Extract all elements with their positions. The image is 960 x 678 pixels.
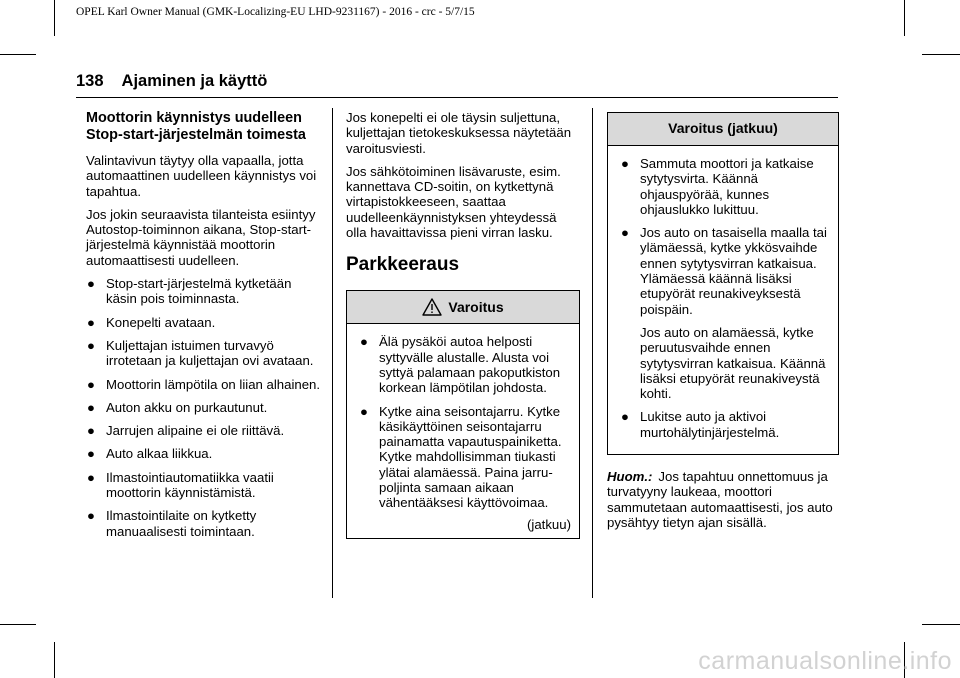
bullet-icon: ●	[87, 314, 95, 330]
bullet-icon: ●	[621, 409, 629, 425]
column-divider	[592, 108, 593, 598]
page-header	[76, 72, 838, 91]
page-number: 138	[76, 72, 104, 90]
section-title-restart: Moottorin käynnistys uudelleen Stop-start-järjestelmän toimesta	[86, 110, 306, 143]
warning-header	[347, 291, 579, 324]
bullet-icon: ●	[360, 403, 368, 419]
column-divider	[332, 108, 333, 598]
continued-label: (jatkuu)	[527, 516, 571, 532]
paragraph: Jos sähkötoiminen lisävaruste, esim. kannettava CD-soitin, on kytkettynä virtapistokkeeseen, saattaa uudelleenkäynnistyksen yhteydessä olla havaittavissa pieni virran lasku.	[346, 163, 561, 241]
warning-header	[608, 113, 838, 146]
warning-triangle-icon	[422, 298, 442, 316]
section-heading-parking: Parkkeeraus	[346, 254, 460, 276]
bullet-icon: ●	[87, 276, 95, 292]
list-item: ● Lukitse auto ja aktivoi murtohälytinjärjestelmä.	[621, 409, 780, 440]
column-1	[86, 110, 322, 547]
watermark: carmanualsonline.info	[698, 647, 952, 675]
list-item: ● Ilmastointiautomatiikka vaatii moottorin käynnistämistä.	[87, 469, 274, 501]
list-item: ● Sammuta moottori ja katkaise sytytysvirta. Käännä ohjauspyörää, kunnes ohjauslukko lukittuu.	[621, 156, 814, 217]
crop-mark	[54, 0, 55, 36]
warning-list	[620, 409, 830, 440]
crop-mark	[904, 0, 905, 36]
warning-title: Varoitus (jatkuu)	[668, 120, 778, 137]
list-item: ● Ilmastointilaite on kytketty manuaalisesti toimintaan.	[87, 508, 257, 539]
bullet-icon: ●	[87, 423, 95, 439]
restart-conditions-list	[86, 276, 322, 539]
crop-mark	[54, 642, 55, 678]
list-item: ● Stop-start-järjestelmä kytketään käsin pois toiminnasta.	[87, 276, 292, 307]
bullet-icon: ●	[621, 156, 629, 171]
list-item: ● Auto alkaa liikkua.	[87, 446, 213, 462]
list-item: ● Kytke aina seisontajarru. Kytke käsikäyttöinen seisontajarru painamatta vapautuspainiketta. Kytke mahdollisimman tiukasti ylätai alamäessä. Paina jarrupoljinta samaan aikaan vähentääksesi käyttövoimaa.	[360, 403, 562, 511]
bullet-icon: ●	[87, 376, 95, 392]
bullet-icon: ●	[87, 337, 95, 353]
bullet-icon: ●	[87, 508, 95, 524]
paragraph: Jos konepelti ei ole täysin suljettuna, kuljettajan tietokeskuksessa näytetään varoitusviesti.	[346, 110, 572, 156]
bullet-icon: ●	[87, 446, 95, 462]
list-item: ● Jos auto on tasaisella maalla tai ylämäessä, kytke ykkösvaihde ennen sytytysvirran katkaisua. Ylämäessä käännä lisäksi etupyörät reunakiveyksestä poispäin.	[621, 225, 827, 317]
bullet-icon: ●	[621, 225, 629, 241]
warning-body	[608, 146, 838, 454]
warning-body	[347, 324, 579, 538]
list-item: ● Moottorin lämpötila on liian alhainen.	[87, 376, 321, 392]
column-3	[607, 110, 839, 538]
warning-title: Varoitus	[448, 298, 504, 315]
note-label: Huom.:	[607, 469, 653, 485]
list-item: ● Älä pysäköi autoa helposti syttyvälle alustalle. Alusta voi syttyä palamaan pakoputkiston korkean lämpötilan johdosta.	[360, 334, 561, 396]
warning-box	[346, 290, 580, 539]
paragraph: Jos auto on alamäessä, kytke peruutusvaihde ennen sytytysvirran katkaisua. Käännä lisäksi etupyörät reunakiveystä kohti.	[640, 324, 826, 402]
list-item: ● Kuljettajan istuimen turvavyö irrotetaan ja kuljettajan ovi avataan.	[87, 337, 314, 369]
crop-mark	[922, 624, 960, 625]
warning-list	[620, 156, 830, 317]
crop-mark	[0, 624, 36, 625]
list-item: ● Jarrujen alipaine ei ole riittävä.	[87, 423, 285, 439]
list-item: ● Auton akku on purkautunut.	[87, 399, 268, 415]
bullet-icon: ●	[87, 469, 95, 485]
print-header-note: OPEL Karl Owner Manual (GMK-Localizing-EU LHD-9231167) - 2016 - crc - 5/7/15	[76, 6, 475, 18]
chapter-title: Ajaminen ja käyttö	[121, 72, 268, 90]
note-paragraph	[607, 469, 839, 530]
list-item: ● Konepelti avataan.	[87, 314, 216, 330]
crop-mark	[922, 54, 960, 55]
bullet-icon: ●	[87, 399, 95, 415]
warning-box-continued	[607, 112, 839, 455]
header-rule	[76, 97, 838, 98]
paragraph: Jos jokin seuraavista tilanteista esiintyy Autostop-toiminnon aikana, Stop-start-järjestelmä käynnistää moottorin automaattisesti uudelleen.	[86, 206, 316, 268]
column-2	[346, 110, 580, 539]
warning-list	[359, 334, 571, 510]
paragraph: Valintavivun täytyy olla vapaalla, jotta automaattinen uudelleen käynnistys voi tapahtua.	[86, 153, 317, 199]
note-text: Jos tapahtuu onnettomuus ja turvatyyny laukeaa, moottori sammutetaan automaattisesti, jos auto pysähtyy tietyn ajan sisällä.	[607, 469, 833, 530]
bullet-icon: ●	[360, 334, 368, 350]
crop-mark	[0, 54, 36, 55]
